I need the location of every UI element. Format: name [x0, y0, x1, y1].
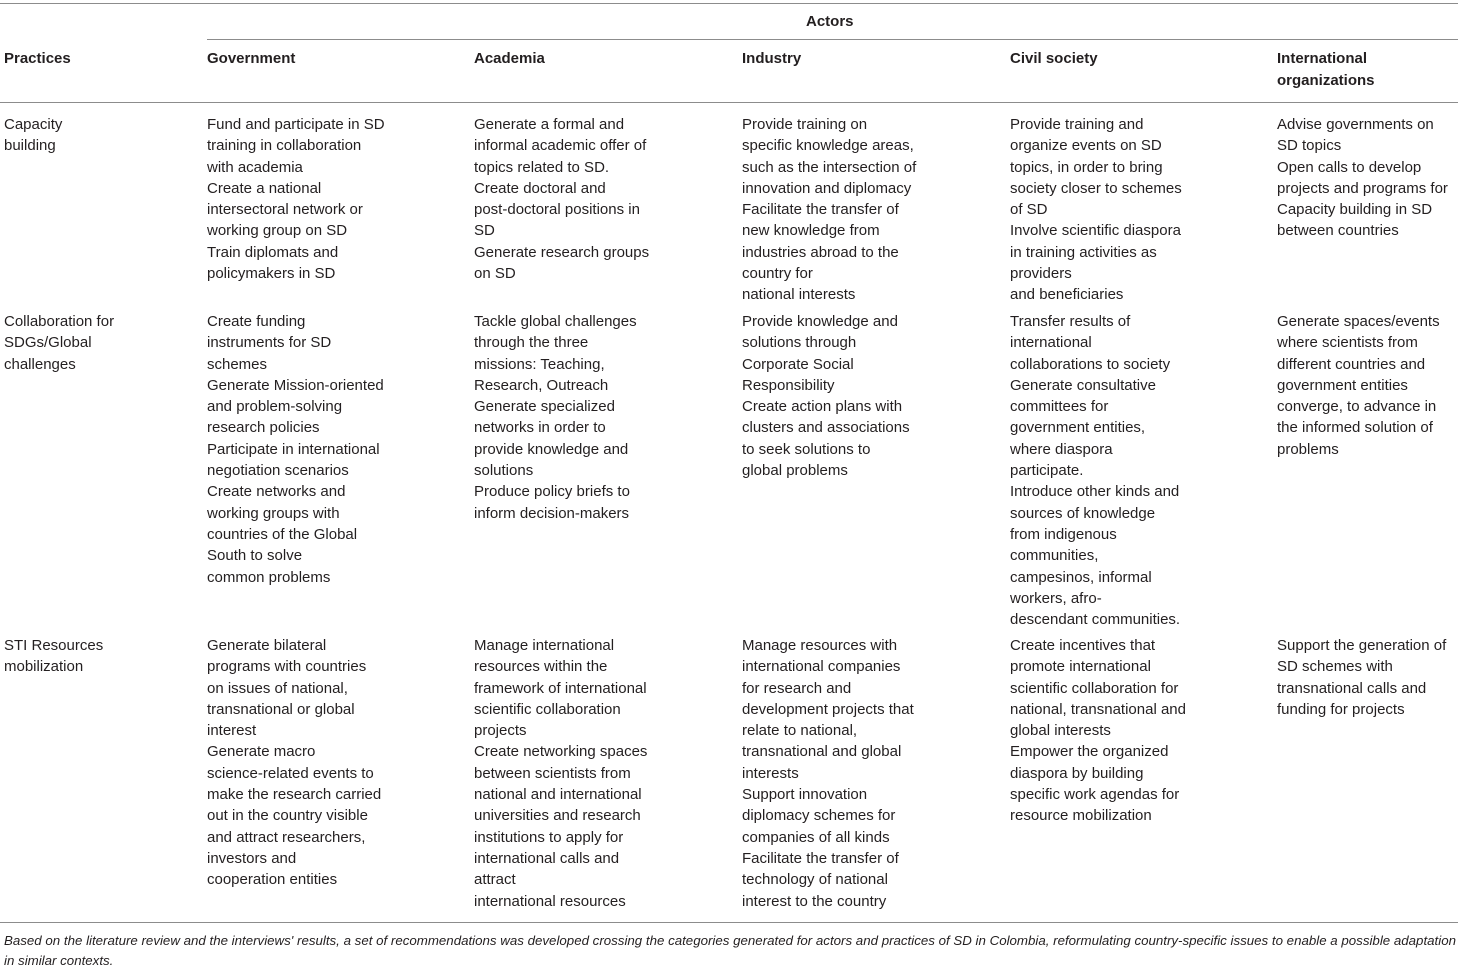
cell-line: research policies	[207, 419, 320, 437]
cell-line: cooperation entities	[207, 871, 338, 889]
cell-row3-international-organizations	[1277, 635, 1446, 720]
cell-line: specific work agendas for	[1010, 786, 1180, 804]
cell-line: South to solve	[207, 547, 303, 565]
header-line: organizations	[1277, 71, 1375, 89]
cell-line: provide knowledge and	[474, 440, 629, 458]
cell-line: Create incentives that	[1010, 637, 1156, 654]
cell-line: out in the country visible	[207, 807, 368, 825]
cell-row1-practice	[4, 114, 62, 157]
cell-line: and attract researchers,	[207, 828, 366, 846]
cell-line: Research, Outreach	[474, 376, 609, 394]
cell-line: Corporate Social	[742, 355, 854, 373]
cell-row1-government	[207, 114, 385, 284]
cell-line: Participate in international	[207, 440, 380, 458]
cell-row1-academia	[474, 114, 649, 284]
table-footnote: Based on the literature review and the interviews' results, a set of recommendations was developed crossing the categories generated for actors and practices of SD in Colombia, reformulating country-specific issues to enable a possible adaptation in similar contexts.	[4, 933, 1456, 968]
cell-line: workers, afro-	[1010, 589, 1102, 607]
cell-line: investors and	[207, 849, 297, 867]
cell-line: transnational and global	[742, 743, 902, 761]
cell-line: topics, in order to bring	[1010, 158, 1163, 176]
cell-line: problems	[1277, 440, 1339, 458]
cell-row3-industry	[742, 635, 914, 912]
cell-line: solutions through	[742, 334, 857, 352]
cell-line: Provide training and	[1010, 116, 1144, 133]
cell-line: sources of knowledge	[1010, 504, 1156, 522]
cell-line: such as the intersection of	[742, 158, 917, 176]
cell-line: international calls and	[474, 849, 620, 867]
header-line: International	[1277, 50, 1368, 67]
cell-line: in training activities as	[1010, 243, 1157, 261]
cell-line: Create networking spaces	[474, 743, 648, 761]
cell-line: Train diplomats and	[207, 243, 339, 261]
actors-super-header: Actors	[806, 13, 854, 30]
cell-row2-industry	[742, 311, 910, 481]
cell-line: interests	[742, 764, 799, 782]
cell-line: funding for projects	[1277, 700, 1405, 718]
cell-line: Support innovation	[742, 786, 868, 804]
cell-line: committees for	[1010, 398, 1109, 416]
cell-line: projects	[474, 722, 527, 740]
cell-row2-government	[207, 311, 384, 588]
cell-line: working group on SD	[207, 222, 348, 240]
cell-line: Collaboration for	[4, 313, 115, 330]
cell-line: international companies	[742, 658, 901, 676]
cell-line: different countries and	[1277, 355, 1426, 373]
cell-line: make the research carried	[207, 786, 382, 804]
cell-line: development projects that	[742, 700, 914, 718]
cell-line: organize events on SD	[1010, 137, 1162, 155]
cell-line: SD	[474, 222, 495, 240]
cell-line: international resources	[474, 892, 626, 910]
cell-line: of SD	[1010, 201, 1048, 219]
cell-line: Open calls to develop	[1277, 158, 1422, 176]
cell-line: technology of national	[742, 871, 888, 889]
cell-line: Introduce other kinds and	[1010, 483, 1180, 501]
bottom-rule	[0, 922, 1458, 923]
cell-row1-civil-society	[1010, 114, 1182, 306]
cell-line: projects and programs for	[1277, 179, 1448, 197]
cell-line: missions: Teaching,	[474, 355, 605, 373]
cell-line: Generate bilateral	[207, 637, 327, 654]
cell-line: STI Resources	[4, 637, 104, 654]
cell-line: mobilization	[4, 658, 84, 676]
cell-line: Provide training on	[742, 116, 868, 133]
cell-line: schemes	[207, 355, 268, 373]
cell-line: diplomacy schemes for	[742, 807, 896, 825]
cell-line: Empower the organized	[1010, 743, 1169, 761]
cell-row3-academia	[474, 635, 647, 912]
cell-line: instruments for SD	[207, 334, 332, 352]
actor-header-government: Government	[207, 50, 296, 67]
cell-line: from indigenous	[1010, 525, 1117, 543]
cell-line: solutions	[474, 462, 534, 480]
cell-line: national and international	[474, 786, 642, 804]
cell-line: communities,	[1010, 547, 1099, 565]
cell-line: Create doctoral and	[474, 179, 606, 197]
actor-header-industry: Industry	[742, 50, 802, 67]
cell-line: companies of all kinds	[742, 828, 890, 846]
cell-line: promote international	[1010, 658, 1151, 676]
cell-line: diaspora by building	[1010, 764, 1144, 782]
cell-line: converge, to advance in	[1277, 398, 1437, 416]
cell-line: building	[4, 137, 56, 155]
cell-row3-civil-society	[1010, 635, 1186, 827]
cell-line: science-related events to	[207, 764, 374, 782]
cell-line: global problems	[742, 462, 848, 480]
cell-line: and beneficiaries	[1010, 286, 1124, 304]
cell-line: through the three	[474, 334, 589, 352]
cell-line: society closer to schemes	[1010, 179, 1182, 197]
cell-line: Generate specialized	[474, 398, 615, 416]
cell-line: descendant communities.	[1010, 611, 1181, 629]
practices-header: Practices	[4, 50, 71, 67]
cell-line: SDGs/Global	[4, 334, 92, 352]
cell-line: informal academic offer of	[474, 137, 647, 155]
cell-line: Transfer results of	[1010, 313, 1131, 330]
cell-row3-practice	[4, 635, 103, 678]
cell-line: global interests	[1010, 722, 1111, 740]
cell-line: post-doctoral positions in	[474, 201, 640, 219]
cell-line: Support the generation of	[1277, 637, 1447, 654]
cell-line: transnational or global	[207, 700, 355, 718]
cell-line: providers	[1010, 265, 1072, 283]
cell-row2-civil-society	[1010, 311, 1180, 630]
cell-line: on issues of national,	[207, 679, 348, 697]
cell-line: international	[1010, 334, 1092, 352]
cell-line: networks in order to	[474, 419, 606, 437]
cell-line: collaborations to society	[1010, 355, 1171, 373]
cell-line: Facilitate the transfer of	[742, 849, 899, 867]
cell-row2-academia	[474, 311, 637, 524]
actors-underline	[207, 39, 1458, 40]
cell-line: Facilitate the transfer of	[742, 201, 899, 219]
cell-line: government entities	[1277, 376, 1408, 394]
cell-line: between scientists from	[474, 764, 631, 782]
cell-line: Tackle global challenges	[474, 313, 637, 330]
cell-line: Advise governments on	[1277, 116, 1434, 133]
cell-line: attract	[474, 871, 516, 889]
cell-line: resources within the	[474, 658, 608, 676]
cell-line: Manage international	[474, 637, 615, 654]
actor-header-academia: Academia	[474, 50, 545, 67]
cell-line: training in collaboration	[207, 137, 362, 155]
cell-line: SD schemes with	[1277, 658, 1393, 676]
cell-line: campesinos, informal	[1010, 568, 1152, 586]
cell-line: government entities,	[1010, 419, 1146, 437]
cell-line: and problem-solving	[207, 398, 343, 416]
cell-line: resource mobilization	[1010, 807, 1152, 825]
cell-line: Fund and participate in SD	[207, 116, 385, 133]
cell-line: scientific collaboration for	[1010, 679, 1179, 697]
cell-line: clusters and associations	[742, 419, 910, 437]
cell-line: framework of international	[474, 679, 647, 697]
cell-line: Involve scientific diaspora	[1010, 222, 1181, 240]
cell-line: Generate a formal and	[474, 116, 625, 133]
cell-line: between countries	[1277, 222, 1399, 240]
cell-line: relate to national,	[742, 722, 858, 740]
header-rule	[0, 102, 1458, 103]
cell-line: institutions to apply for	[474, 828, 624, 846]
cell-line: national interests	[742, 286, 856, 304]
cell-line: policymakers in SD	[207, 265, 336, 283]
cell-line: working groups with	[207, 504, 340, 522]
cell-line: new knowledge from	[742, 222, 880, 240]
cell-line: with academia	[207, 158, 303, 176]
cell-line: negotiation scenarios	[207, 462, 349, 480]
cell-line: Create funding	[207, 313, 306, 330]
cell-line: topics related to SD.	[474, 158, 610, 176]
cell-row2-international-organizations	[1277, 311, 1440, 460]
cell-line: the informed solution of	[1277, 419, 1433, 437]
cell-line: participate.	[1010, 462, 1084, 480]
cell-row1-industry	[742, 114, 916, 306]
cell-line: Provide knowledge and	[742, 313, 898, 330]
cell-line: where diaspora	[1010, 440, 1113, 458]
cell-line: inform decision-makers	[474, 504, 630, 522]
cell-line: to seek solutions to	[742, 440, 871, 458]
cell-line: interest	[207, 722, 257, 740]
cell-line: Create action plans with	[742, 398, 903, 416]
cell-row1-international-organizations	[1277, 114, 1448, 242]
cell-line: where scientists from	[1277, 334, 1418, 352]
cell-line: Create a national	[207, 179, 322, 197]
cell-line: Generate consultative	[1010, 376, 1156, 394]
cell-line: Generate macro	[207, 743, 316, 761]
top-rule	[0, 3, 1458, 4]
cell-line: intersectoral network or	[207, 201, 363, 219]
cell-line: interest to the country	[742, 892, 887, 910]
cell-line: scientific collaboration	[474, 700, 621, 718]
cell-line: for research and	[742, 679, 852, 697]
cell-line: specific knowledge areas,	[742, 137, 914, 155]
cell-line: programs with countries	[207, 658, 367, 676]
cell-line: SD topics	[1277, 137, 1342, 155]
cell-line: transnational calls and	[1277, 679, 1427, 697]
cell-row3-government	[207, 635, 381, 891]
cell-line: countries of the Global	[207, 525, 358, 543]
cell-line: Generate spaces/events	[1277, 313, 1440, 330]
cell-row2-practice	[4, 311, 114, 375]
cell-line: universities and research	[474, 807, 641, 825]
cell-line: on SD	[474, 265, 516, 283]
actor-header-civil-society: Civil society	[1010, 50, 1098, 67]
cell-line: common problems	[207, 568, 331, 586]
cell-line: Create networks and	[207, 483, 346, 501]
cell-line: Responsibility	[742, 376, 835, 394]
cell-line: industries abroad to the	[742, 243, 899, 261]
cell-line: Capacity building in SD	[1277, 201, 1433, 219]
cell-line: Produce policy briefs to	[474, 483, 630, 501]
cell-line: Capacity	[4, 116, 63, 133]
cell-line: Generate Mission-oriented	[207, 376, 384, 394]
cell-line: challenges	[4, 355, 76, 373]
cell-line: national, transnational and	[1010, 700, 1186, 718]
cell-line: Manage resources with	[742, 637, 898, 654]
cell-line: country for	[742, 265, 813, 283]
actor-header-international-organizations	[1277, 48, 1375, 91]
cell-line: Generate research groups	[474, 243, 650, 261]
cell-line: innovation and diplomacy	[742, 179, 912, 197]
